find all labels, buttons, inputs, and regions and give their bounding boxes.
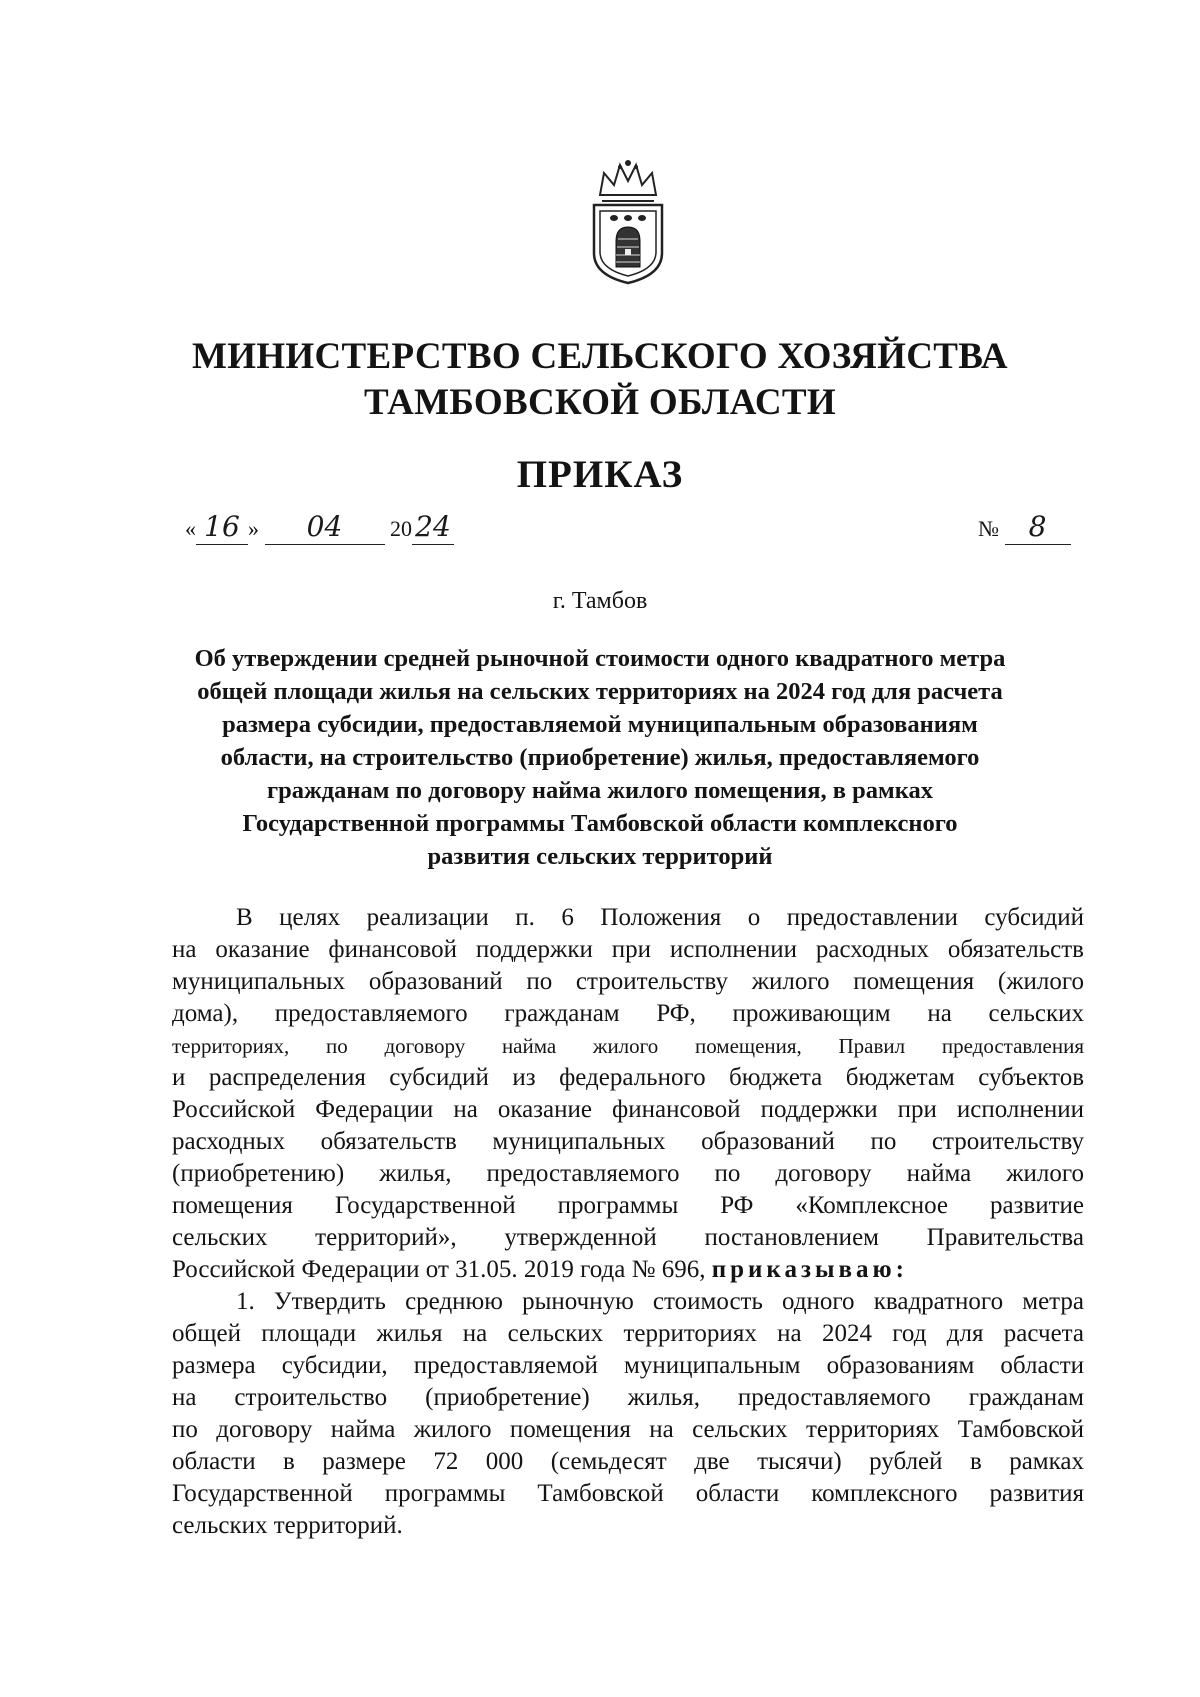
number-value: 8 bbox=[1005, 510, 1071, 545]
item-1-line: по договору найма жилого помещения на сельских территориях Тамбовской bbox=[172, 1416, 1084, 1443]
order-body bbox=[172, 902, 1084, 1542]
body-line: Российской Федерации на оказание финансовой поддержки при исполнении bbox=[172, 1096, 1084, 1123]
subject-line: Об утверждении средней рыночной стоимости одного квадратного метра bbox=[194, 645, 1006, 672]
order-verb: приказываю: bbox=[711, 1256, 908, 1283]
ministry-name-line-2: ТАМБОВСКОЙ ОБЛАСТИ bbox=[364, 382, 836, 423]
order-subject bbox=[150, 642, 1050, 873]
item-1-line: Государственной программы Тамбовской области комплексного развития bbox=[172, 1480, 1084, 1507]
subject-line: развития сельских территорий bbox=[427, 843, 773, 870]
body-line: на оказание финансовой поддержки при исполнении расходных обязательств bbox=[172, 936, 1084, 963]
order-number bbox=[978, 510, 1071, 545]
document-type-title: ПРИКАЗ bbox=[516, 453, 684, 496]
date-close-quote: » bbox=[248, 516, 259, 541]
number-sign: № bbox=[978, 516, 999, 541]
subject-line: области, на строительство (приобретение) жилья, предоставляемого bbox=[220, 744, 980, 771]
coat-of-arms-emblem bbox=[578, 155, 678, 285]
body-line: муниципальных образований по строительству жилого помещения (жилого bbox=[172, 968, 1084, 995]
body-line: сельских территорий», утвержденной постановлением Правительства bbox=[172, 1224, 1084, 1251]
body-line: В целях реализации п. 6 Положения о предоставлении субсидий bbox=[236, 904, 1084, 931]
subject-line: гражданам по договору найма жилого помещения, в рамках bbox=[267, 777, 933, 804]
date-year-suffix: 24 bbox=[412, 510, 454, 545]
body-line: территориях, по договору найма жилого помещения, Правил предоставления bbox=[172, 1034, 1084, 1058]
body-line: дома), предоставляемого гражданам РФ, проживающим на сельских bbox=[172, 1000, 1084, 1027]
date-day: 16 bbox=[196, 510, 248, 545]
item-1-line: на строительство (приобретение) жилья, предоставляемого гражданам bbox=[172, 1384, 1084, 1411]
subject-line: размера субсидии, предоставляемой муниципальным образованиям bbox=[222, 711, 978, 738]
subject-line: общей площади жилья на сельских территориях на 2024 год для расчета bbox=[197, 678, 1003, 705]
ministry-name bbox=[0, 334, 1200, 426]
item-1-line: области в размере 72 000 (семьдесят две тысячи) рублей в рамках bbox=[172, 1448, 1084, 1475]
order-clause-text: Российской Федерации от 31.05. 2019 года № 696, bbox=[172, 1256, 706, 1283]
item-1-line: общей площади жилья на сельских территориях на 2024 год для расчета bbox=[172, 1320, 1084, 1347]
body-line: (приобретению) жилья, предоставляемого по договору найма жилого bbox=[172, 1160, 1084, 1187]
subject-line: Государственной программы Тамбовской области комплексного bbox=[242, 810, 958, 837]
item-1-line: 1. Утвердить среднюю рыночную стоимость одного квадратного метра bbox=[236, 1288, 1084, 1315]
item-1-line: размера субсидии, предоставляемой муниципальным образованиям области bbox=[172, 1352, 1084, 1379]
date-month: 04 bbox=[265, 510, 385, 545]
body-line: и распределения субсидий из федерального бюджета бюджетам субъектов bbox=[172, 1064, 1084, 1091]
date-open-quote: « bbox=[185, 516, 196, 541]
order-date bbox=[185, 510, 454, 560]
body-line: расходных обязательств муниципальных образований по строительству bbox=[172, 1128, 1084, 1155]
date-year-prefix: 20 bbox=[390, 516, 412, 541]
order-clause-line bbox=[172, 1254, 1084, 1286]
city-line: г. Тамбов bbox=[552, 588, 648, 614]
ministry-name-line-1: МИНИСТЕРСТВО СЕЛЬСКОГО ХОЗЯЙСТВА bbox=[192, 336, 1008, 377]
body-line: помещения Государственной программы РФ «Комплексное развитие bbox=[172, 1192, 1084, 1219]
item-1-line: сельских территорий. bbox=[172, 1512, 403, 1539]
